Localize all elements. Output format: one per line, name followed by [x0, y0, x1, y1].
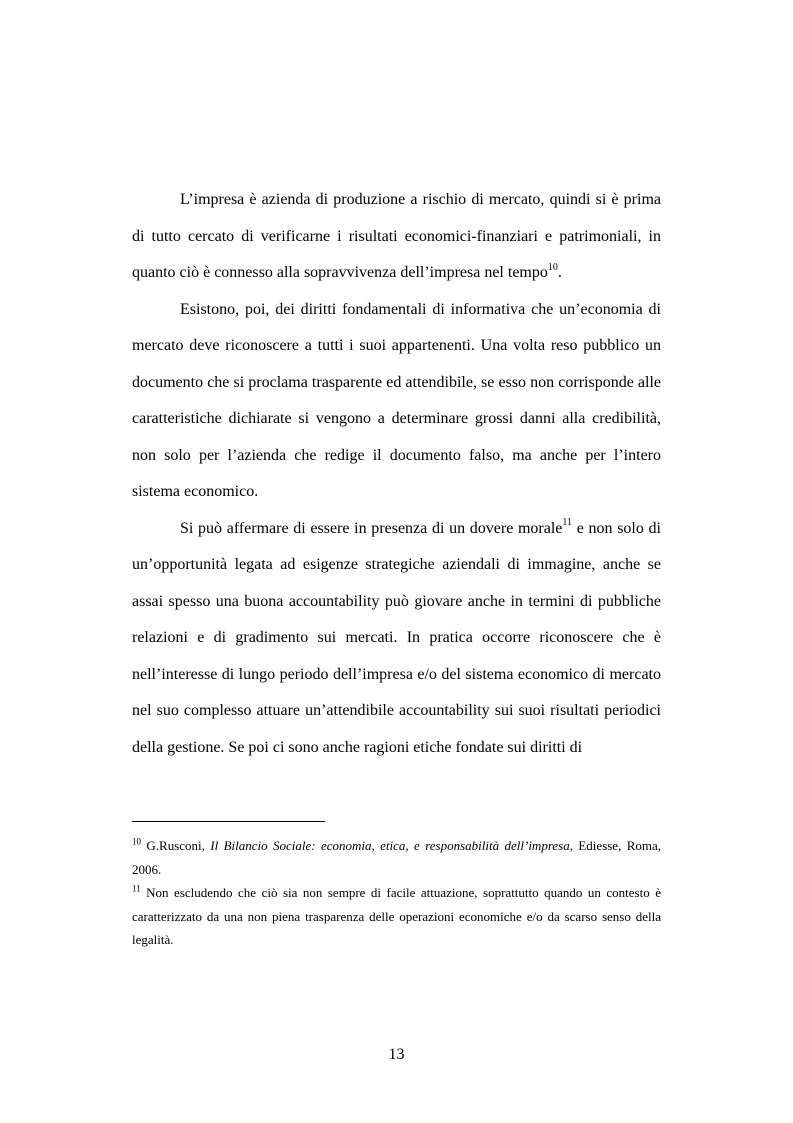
footnote-mark-10: 10: [132, 836, 141, 847]
paragraph-2: [132, 292, 661, 511]
footnote-mark-11: 11: [132, 883, 141, 894]
footnote-10-title: Il Bilancio Sociale: economia, etica, e responsabilità dell’impresa: [210, 838, 570, 853]
footnotes: [132, 834, 661, 952]
footnote-11-text: Non escludendo che ciò sia non sempre di facile attuazione, soprattutto quando un contesto è caratterizzato da una non piena trasparenza delle operazioni economiche e/o da scarso senso della legalità.: [132, 885, 661, 947]
footnote-10-rest: , Ediesse, Roma, 2006.: [132, 838, 662, 877]
paragraph-3-text: Si può affermare di essere in presenza di un dovere morale: [180, 519, 563, 537]
paragraph-2-text: Esistono, poi, dei diritti fondamentali di informativa che un’economia di mercato deve riconoscere a tutti i suoi appartenenti. Una volta reso pubblico un documento che si proclama trasparente ed attendibile, se esso non corrisponde alle caratteristiche dichiarate si vengono a determinare grossi danni alla credibilità, non solo per l’azienda che redige il documento falso, ma anche per l’intero sistema economico.: [132, 300, 661, 500]
footnote-ref-10[interactable]: 10: [547, 261, 558, 273]
paragraph-1-text: L’impresa è azienda di produzione a rischio di mercato, quindi si è prima di tutto cercato di verificarne i risultati economici-finanziari e patrimoniali, in quanto ciò è connesso alla sopravvivenza dell’impresa nel tempo: [132, 191, 661, 281]
footnote-10: [132, 834, 661, 881]
paragraph-3: [132, 511, 661, 767]
footnote-ref-11[interactable]: 11: [562, 517, 573, 529]
main-text: [132, 182, 661, 766]
paragraph-1: [132, 182, 661, 292]
footnote-10-author: G.Rusconi,: [141, 838, 211, 853]
footnote-separator: [132, 821, 325, 822]
page-number: 13: [388, 1046, 405, 1063]
paragraph-1-end: .: [557, 264, 562, 281]
footnote-11: [132, 881, 661, 952]
paragraph-3-continuation: e non solo di un’opportunità legata ad esigenze strategiche aziendali di immagine, anche se assai spesso una buona accountability può giovare anche in termini di pubbliche relazioni e di gradimento sui mercati. In pratica occorre riconoscere che è nell’interesse di lungo periodo dell’impresa e/o del sistema economico di mercato nel suo complesso attuare un’attendibile accountability sui suoi risultati periodici della gestione. Se poi ci sono anche ragioni etiche fondate sui diritti di: [132, 519, 662, 756]
